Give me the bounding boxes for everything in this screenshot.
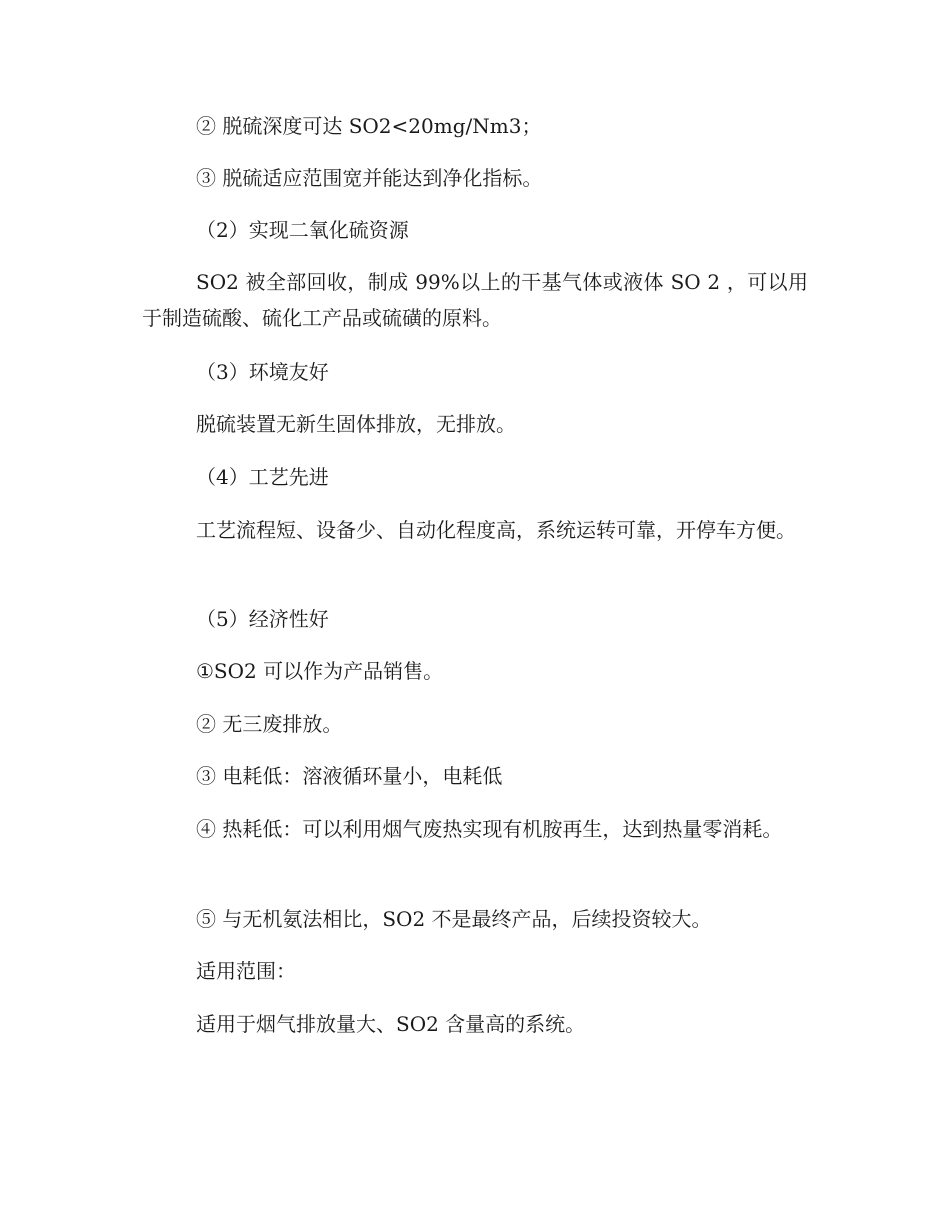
paragraph-applicable-systems: 适用于烟气排放量大、SO2 含量高的系统。 [196,1012,586,1036]
paragraph-low-power: ③ 电耗低：溶液循环量小，电耗低 [196,764,503,788]
paragraph-desulfurization-range: ③ 脱硫适应范围宽并能达到净化指标。 [196,166,543,190]
heading-environment-friendly: （3）环境友好 [196,360,329,384]
paragraph-no-solid-discharge: 脱硫装置无新生固体排放，无排放。 [196,412,516,436]
paragraph-no-waste: ② 无三废排放。 [196,712,343,736]
paragraph-so2-product: ①SO2 可以作为产品销售。 [196,659,444,683]
paragraph-comparison: ⑤ 与无机氨法相比，SO2 不是最终产品，后续投资较大。 [196,907,712,931]
heading-economic: （5）经济性好 [196,607,329,631]
paragraph-low-heat: ④ 热耗低：可以利用烟气废热实现有机胺再生，达到热量零消耗。 [196,817,783,841]
heading-resource-recovery: （2）实现二氧化硫资源 [196,218,409,242]
paragraph-so2-recovery: SO2 被全部回收，制成 99%以上的干基气体或液体 SO 2 ，可以用于制造硫酸、硫化工产品或硫磺的原料。 [142,270,808,330]
heading-advanced-process: （4）工艺先进 [196,465,329,489]
heading-applicable-scope: 适用范围： [196,959,296,983]
paragraph-process-advantages: 工艺流程短、设备少、自动化程度高，系统运转可靠，开停车方便。 [196,518,796,542]
paragraph-desulfurization-depth: ② 脱硫深度可达 SO2<20mg/Nm3； [196,114,542,138]
